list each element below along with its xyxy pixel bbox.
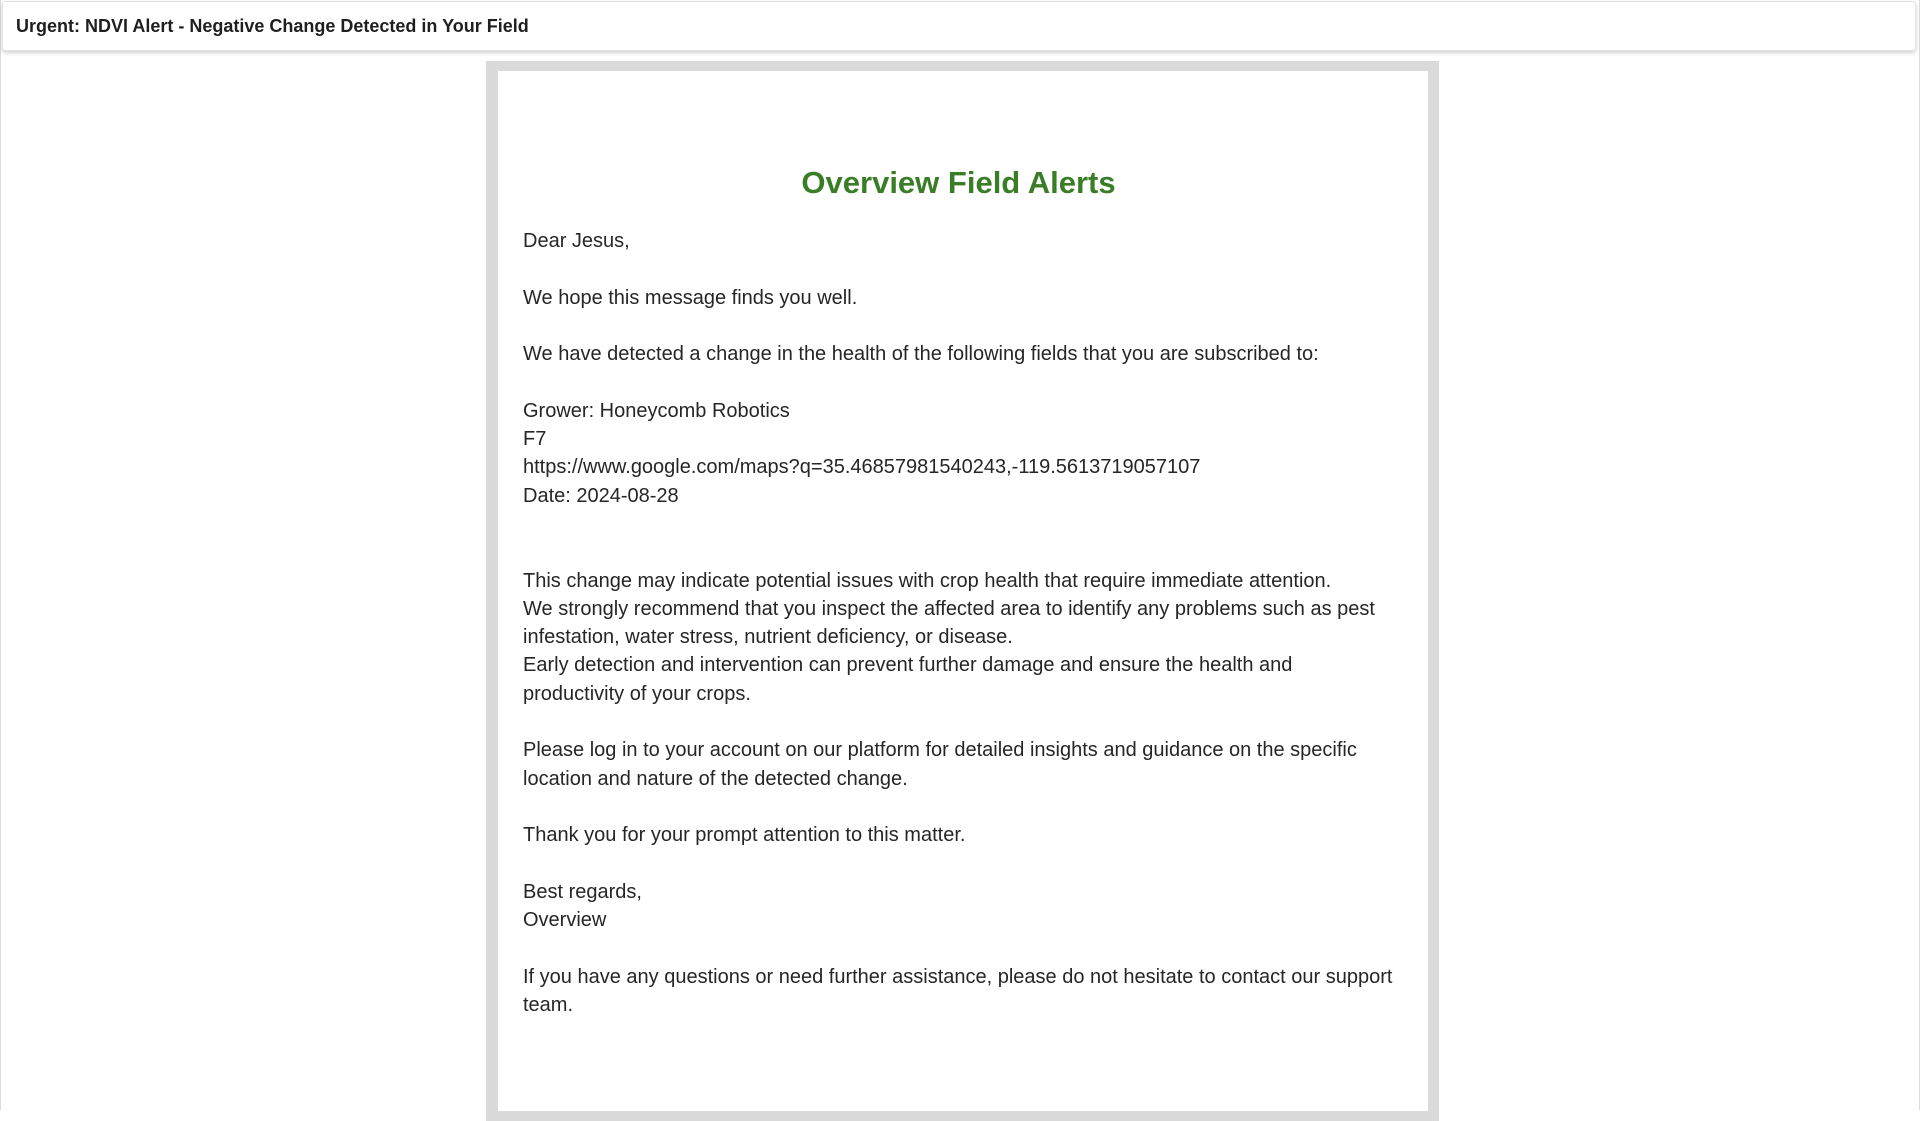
email-title: Overview Field Alerts [801,165,1116,200]
email-container [486,61,1439,1121]
map-link[interactable]: https://www.google.com/maps?q=35.46857981540243,-119.5613719057107 [523,456,1201,479]
regards-text: Best regards, [523,880,642,903]
greeting: Dear Jesus, [523,230,630,252]
thanks-text: Thank you for your prompt attention to this matter. [523,824,966,847]
alert-date: Date: 2024-08-28 [523,484,679,507]
email-subject: Urgent: NDVI Alert - Negative Change Detected in Your Field [16,15,529,36]
field-name: F7 [523,428,547,451]
intro-text: We hope this message finds you well. [523,286,858,309]
signature-text: Overview [523,909,607,932]
email-body-card [498,71,1428,1111]
issue-text-1: This change may indicate potential issues with crop health that require immediate attention. [523,569,1332,592]
detected-text: We have detected a change in the health of the following fields that you are subscribed to: [523,343,1319,366]
grower-text: Grower: Honeycomb Robotics [523,399,790,422]
issue-text-2: We strongly recommend that you inspect the affected area to identify any problems such as pest infestation, water stress, nutrient deficiency, or disease. [523,597,1375,649]
email-body [523,227,1394,1019]
support-text: If you have any questions or need further assistance, please do not hesitate to contact our support team. [523,965,1393,1017]
login-text: Please log in to your account on our platform for detailed insights and guidance on the specific location and nature of the detected change. [523,739,1357,790]
email-subject-bar [2,1,1916,51]
issue-text-3: Early detection and intervention can prevent further damage and ensure the health and productivity of your crops. [523,654,1293,705]
